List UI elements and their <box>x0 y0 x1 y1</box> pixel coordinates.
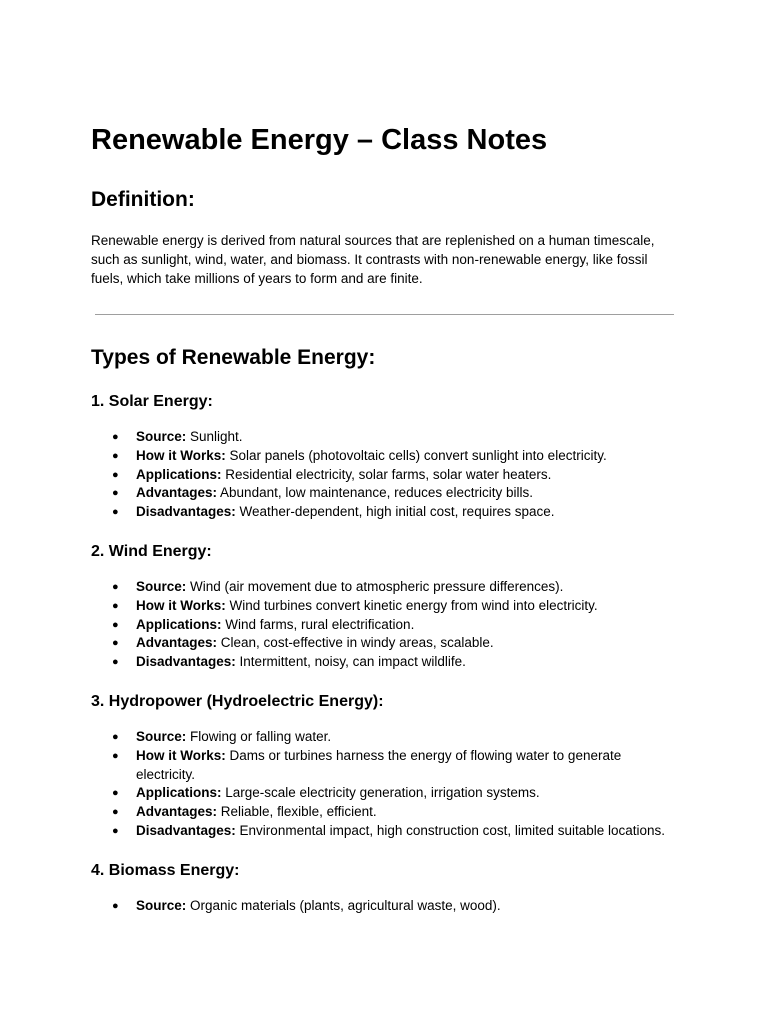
item-label: Source: <box>136 429 187 444</box>
section-heading-hydropower: 3. Hydropower (Hydroelectric Energy): <box>91 693 384 710</box>
item-label: Advantages: <box>136 485 218 501</box>
solar-list <box>91 428 691 522</box>
bullet-icon: ● <box>112 599 119 612</box>
definition-heading: Definition: <box>91 188 195 211</box>
item-text: Intermittent, noisy, can impact wildlife. <box>235 654 466 670</box>
item-label: Applications: <box>136 785 222 801</box>
item-text: Weather-dependent, high initial cost, requires space. <box>235 504 555 520</box>
item-text: Large-scale electricity generation, irrigation systems. <box>221 785 540 801</box>
biomass-list <box>91 897 691 916</box>
item-label: Advantages: <box>136 635 218 651</box>
bullet-icon: ● <box>112 787 119 800</box>
item-text: Abundant, low maintenance, reduces electricity bills. <box>217 485 533 501</box>
item-label: How it Works: <box>136 747 226 763</box>
bullet-icon: ● <box>112 731 119 743</box>
item-text: Solar panels (photovoltaic cells) convert sunlight into electricity. <box>225 447 607 463</box>
bullet-icon: ● <box>112 806 119 819</box>
list-item <box>91 597 691 616</box>
list-item <box>91 578 691 597</box>
item-label: How it Works: <box>136 597 226 613</box>
list-item <box>91 616 691 635</box>
item-label: Advantages: <box>136 804 218 820</box>
item-text: Residential electricity, solar farms, solar water heaters. <box>221 466 552 482</box>
item-label: Source: <box>136 729 187 744</box>
item-label: Source: <box>136 898 187 913</box>
list-item <box>91 447 691 466</box>
bullet-icon: ● <box>112 468 119 481</box>
definition-paragraph: Renewable energy is derived from natural sources that are replenished on a human timescale, such as sunlight, wind, water, and biomass. It contrasts with non-renewable energy, like fossil fuels, which take millions of years to form and are finite. <box>91 233 655 286</box>
list-item <box>91 428 691 447</box>
bullet-icon: ● <box>112 449 119 462</box>
list-item <box>91 803 691 822</box>
horizontal-divider <box>95 314 674 315</box>
list-item <box>91 784 691 803</box>
item-text: Wind farms, rural electrification. <box>221 616 415 632</box>
section-heading-biomass: 4. Biomass Energy: <box>91 862 240 879</box>
bullet-icon: ● <box>112 431 119 443</box>
item-text: Organic materials (plants, agricultural waste, wood). <box>186 898 501 913</box>
item-label: Disadvantages: <box>136 654 236 670</box>
list-item <box>91 466 691 485</box>
item-label: Applications: <box>136 466 222 482</box>
bullet-icon: ● <box>112 900 119 912</box>
list-item <box>91 653 691 672</box>
list-item <box>91 503 691 522</box>
hydropower-list <box>91 728 691 841</box>
bullet-icon: ● <box>112 487 119 500</box>
bullet-icon: ● <box>112 506 119 519</box>
section-heading-wind: 2. Wind Energy: <box>91 543 212 560</box>
list-item <box>91 484 691 503</box>
bullet-icon: ● <box>112 749 119 762</box>
item-label: Applications: <box>136 616 222 632</box>
item-text: Reliable, flexible, efficient. <box>217 804 377 820</box>
item-text: Environmental impact, high construction cost, limited suitable locations. <box>235 822 666 838</box>
types-heading: Types of Renewable Energy: <box>91 346 376 369</box>
list-item <box>91 634 691 653</box>
list-item <box>91 822 691 841</box>
bullet-icon: ● <box>112 656 119 669</box>
item-text: Sunlight. <box>186 429 243 444</box>
item-label: How it Works: <box>136 447 226 463</box>
list-item <box>91 728 691 747</box>
item-text: Wind turbines convert kinetic energy from wind into electricity. <box>225 597 598 613</box>
list-item <box>91 897 691 916</box>
item-text: Wind (air movement due to atmospheric pressure differences). <box>186 579 564 594</box>
page-title: Renewable Energy – Class Notes <box>91 124 548 156</box>
item-label: Disadvantages: <box>136 504 236 520</box>
item-label: Source: <box>136 579 187 594</box>
item-text: Dams or turbines harness the energy of flowing water to generate electricity. <box>136 747 622 782</box>
bullet-icon: ● <box>112 637 119 650</box>
item-label: Disadvantages: <box>136 822 236 838</box>
wind-list <box>91 578 691 672</box>
bullet-icon: ● <box>112 824 119 837</box>
bullet-icon: ● <box>112 618 119 631</box>
item-text: Flowing or falling water. <box>186 729 332 744</box>
list-item <box>91 747 646 785</box>
item-text: Clean, cost-effective in windy areas, scalable. <box>217 635 494 651</box>
bullet-icon: ● <box>112 581 119 593</box>
section-heading-solar: 1. Solar Energy: <box>91 393 213 410</box>
